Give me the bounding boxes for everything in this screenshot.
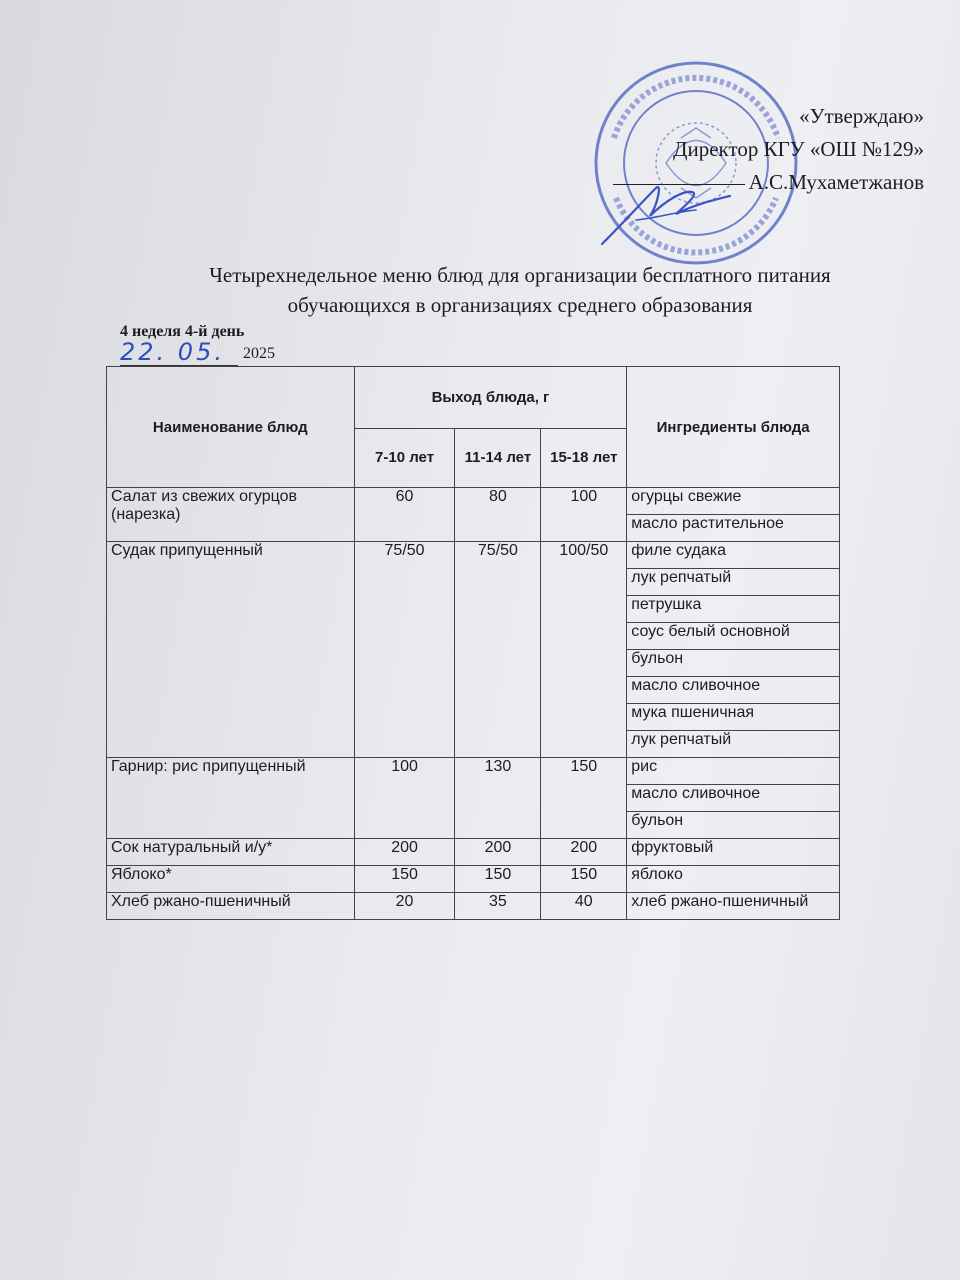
header-ingredients: Ингредиенты блюда (627, 367, 840, 488)
output-15-18: 40 (541, 893, 627, 920)
table-row (107, 866, 840, 893)
table-row (107, 542, 840, 569)
ingredient: рис (627, 758, 840, 785)
ingredient: огурцы свежие (627, 488, 840, 515)
output-15-18: 100/50 (541, 542, 627, 758)
output-11-14: 75/50 (455, 542, 541, 758)
dish-name: Салат из свежих огурцов (нарезка) (107, 488, 355, 542)
table-row (107, 893, 840, 920)
ingredient: бульон (627, 650, 840, 677)
output-11-14: 150 (455, 866, 541, 893)
menu-table (106, 366, 840, 920)
output-15-18: 150 (541, 758, 627, 839)
dish-name: Гарнир: рис припущенный (107, 758, 355, 839)
approval-line-2: Директор КГУ «ОШ №129» (673, 137, 924, 161)
ingredient: масло сливочное (627, 677, 840, 704)
output-11-14: 200 (455, 839, 541, 866)
table-row (107, 488, 840, 515)
header-dish-name: Наименование блюд (107, 367, 355, 488)
output-15-18: 100 (541, 488, 627, 542)
table-row (107, 758, 840, 785)
header-age-7-10: 7-10 лет (354, 428, 455, 488)
ingredient: соус белый основной (627, 623, 840, 650)
ingredient: хлеб ржано-пшеничный (627, 893, 840, 920)
header-age-11-14: 11-14 лет (455, 428, 541, 488)
table-row (107, 839, 840, 866)
ingredient: масло сливочное (627, 785, 840, 812)
header-output: Выход блюда, г (354, 367, 627, 429)
ingredient: фруктовый (627, 839, 840, 866)
handwritten-signature (596, 160, 736, 250)
dish-name: Судак припущенный (107, 542, 355, 758)
menu-table-body (107, 488, 840, 920)
output-15-18: 200 (541, 839, 627, 866)
output-7-10: 60 (354, 488, 455, 542)
ingredient: лук репчатый (627, 731, 840, 758)
dish-name: Сок натуральный и/у* (107, 839, 355, 866)
date-year: 2025 (243, 345, 275, 362)
output-7-10: 150 (354, 866, 455, 893)
document-title (0, 260, 960, 320)
dish-name: Яблоко* (107, 866, 355, 893)
output-7-10: 75/50 (354, 542, 455, 758)
title-line-2: обучающихся в организациях среднего образования (287, 293, 753, 317)
week-day-label: 4 неделя 4-й день (120, 323, 245, 340)
ingredient: филе судака (627, 542, 840, 569)
output-11-14: 80 (455, 488, 541, 542)
ingredient: масло растительное (627, 515, 840, 542)
ingredient: лук репчатый (627, 569, 840, 596)
output-7-10: 100 (354, 758, 455, 839)
ingredient: петрушка (627, 596, 840, 623)
director-name: А.С.Мухаметжанов (748, 170, 924, 194)
output-15-18: 150 (541, 866, 627, 893)
title-line-1: Четырехнедельное меню блюд для организации бесплатного питания (209, 263, 831, 287)
dish-name: Хлеб ржано-пшеничный (107, 893, 355, 920)
output-11-14: 130 (455, 758, 541, 839)
ingredient: мука пшеничная (627, 704, 840, 731)
ingredient: бульон (627, 812, 840, 839)
output-11-14: 35 (455, 893, 541, 920)
output-7-10: 20 (354, 893, 455, 920)
header-age-15-18: 15-18 лет (541, 428, 627, 488)
output-7-10: 200 (354, 839, 455, 866)
approval-line-1: «Утверждаю» (799, 104, 924, 128)
handwritten-date: 22. 05. (120, 338, 225, 366)
ingredient: яблоко (627, 866, 840, 893)
